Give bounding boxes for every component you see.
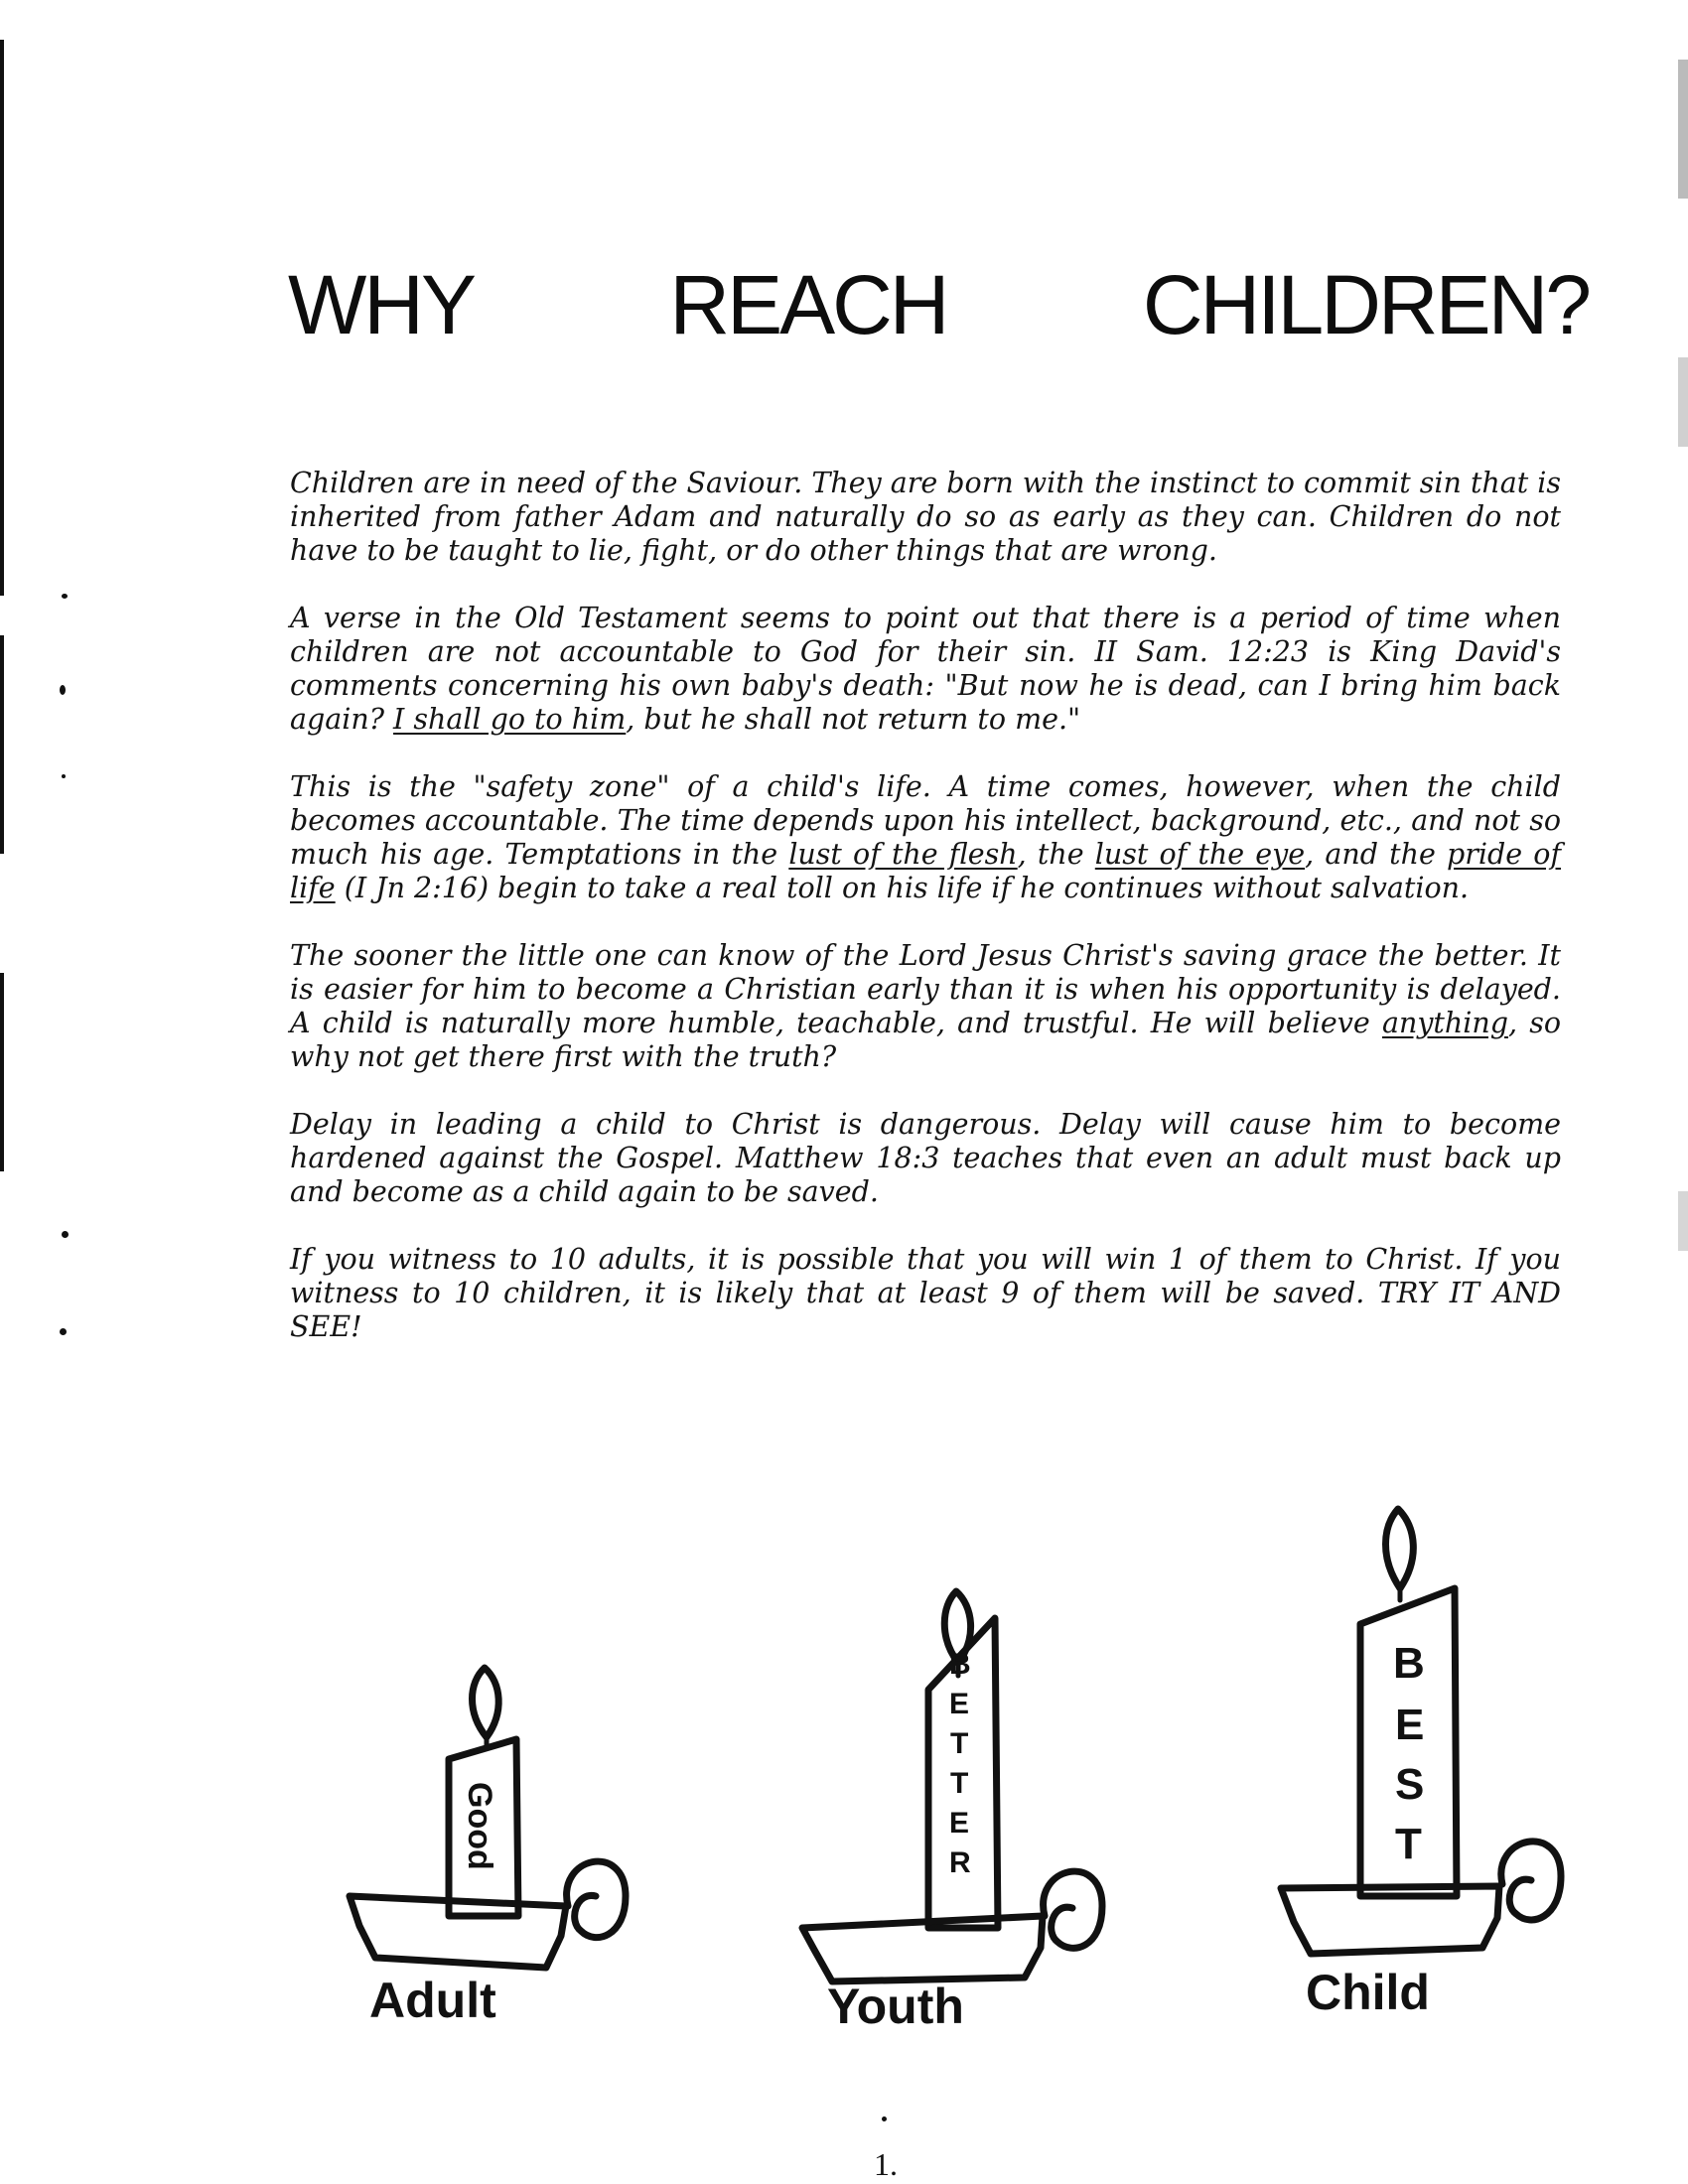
title-word-reach: REACH <box>669 258 947 351</box>
child-flame-icon <box>1386 1509 1414 1588</box>
paragraph-sooner-better <box>290 939 1561 1074</box>
underlined-phrase: I shall go to him <box>393 703 627 736</box>
paragraph-try-it: If you witness to 10 adults, it is possible that you will win 1 of them to Christ. If you witness to 10 children, it is likely that at least 9 of them will be saved. TRY IT AND SEE! <box>290 1243 1561 1343</box>
child-candle-letter: E <box>1395 1701 1425 1749</box>
adult-candle-text: Good <box>461 1782 498 1870</box>
text-run: (I Jn 2:16) begin to take a real toll on his life if he continues without salvation. <box>335 872 1470 904</box>
text-run: , so why not get there first with the truth? <box>290 1007 1561 1073</box>
text-run: , but he shall not return to me." <box>626 703 1081 736</box>
child-label: Child <box>1306 1965 1430 2020</box>
underlined-phrase: lust of the eye <box>1094 838 1306 871</box>
candles-svg <box>0 1479 1688 2035</box>
scan-speck <box>60 1328 67 1335</box>
underlined-phrase: lust of the flesh <box>788 838 1018 871</box>
scan-speck <box>60 685 66 695</box>
scan-speck <box>882 2116 887 2121</box>
youth-label: Youth <box>827 1979 964 2034</box>
paragraph-delay-dangerous: Delay in leading a child to Christ is dangerous. Delay will cause him to become hardened against the Gospel. Matthew 18:3 teaches that even an adult must back up and become as a child again to be saved. <box>290 1108 1561 1208</box>
youth-candle-letter: T <box>950 1727 969 1760</box>
adult-holder-dish <box>350 1896 566 1968</box>
youth-holder-dish <box>802 1916 1043 1981</box>
youth-holder-handle <box>1044 1871 1102 1948</box>
child-holder-handle <box>1501 1842 1561 1920</box>
underlined-phrase: anything <box>1381 1007 1508 1039</box>
text-run: A verse in the Old Testament seems to point out that there is a period of time when children are not accountable to God for their sin. II Sam. 12:23 is King David's comments concerning his own baby's death: "But now he is dead, can I bring him back again? <box>290 602 1561 736</box>
youth-candle-letter: T <box>950 1767 969 1800</box>
child-candle-letter: B <box>1393 1639 1425 1688</box>
text-run: , and the <box>1305 838 1447 871</box>
text-run: The sooner the little one can know of the Lord Jesus Christ's saving grace the better. It is easier for him to become a Christian early than it is when his opportunity is delayed. A child is naturally more humble, teachable, and trustful. He will believe <box>290 939 1561 1039</box>
adult-label: Adult <box>369 1973 496 2028</box>
youth-candle-letter: B <box>949 1648 971 1681</box>
adult-holder-handle <box>567 1861 626 1938</box>
paragraph-safety-zone <box>290 770 1561 905</box>
child-candle-letter: T <box>1395 1820 1422 1868</box>
paragraph-old-testament <box>290 602 1561 737</box>
scan-speck <box>62 774 66 778</box>
page-number: 1. <box>874 2146 898 2182</box>
youth-candle-letter: E <box>949 1807 970 1840</box>
title-word-why: WHY <box>288 258 474 351</box>
underlined-phrase: pride of life <box>290 838 1561 904</box>
youth-candle-letter: E <box>949 1688 970 1720</box>
paragraph-need-saviour: Children are in need of the Saviour. They are born with the instinct to commit sin that is inherited from father Adam and naturally do so as early as they can. Children do not have to be taught to lie, fight, or do other things that are wrong. <box>290 467 1562 567</box>
text-run: , the <box>1017 838 1095 871</box>
page-title <box>288 260 1589 349</box>
child-candle-letter: S <box>1395 1760 1425 1809</box>
youth-candle-letter: R <box>949 1846 971 1879</box>
title-word-children: CHILDREN? <box>1142 258 1589 351</box>
scan-speck <box>62 594 68 599</box>
scan-speck <box>62 1231 69 1238</box>
text-run: This is the "safety zone" of a child's life. A time comes, however, when the child becomes accountable. The time depends upon his intellect, background, etc., and not so much his age. Temptations in the <box>290 770 1561 871</box>
article-body <box>290 467 1561 1344</box>
adult-flame-icon <box>473 1668 499 1737</box>
candles-illustration <box>0 1479 1688 2035</box>
